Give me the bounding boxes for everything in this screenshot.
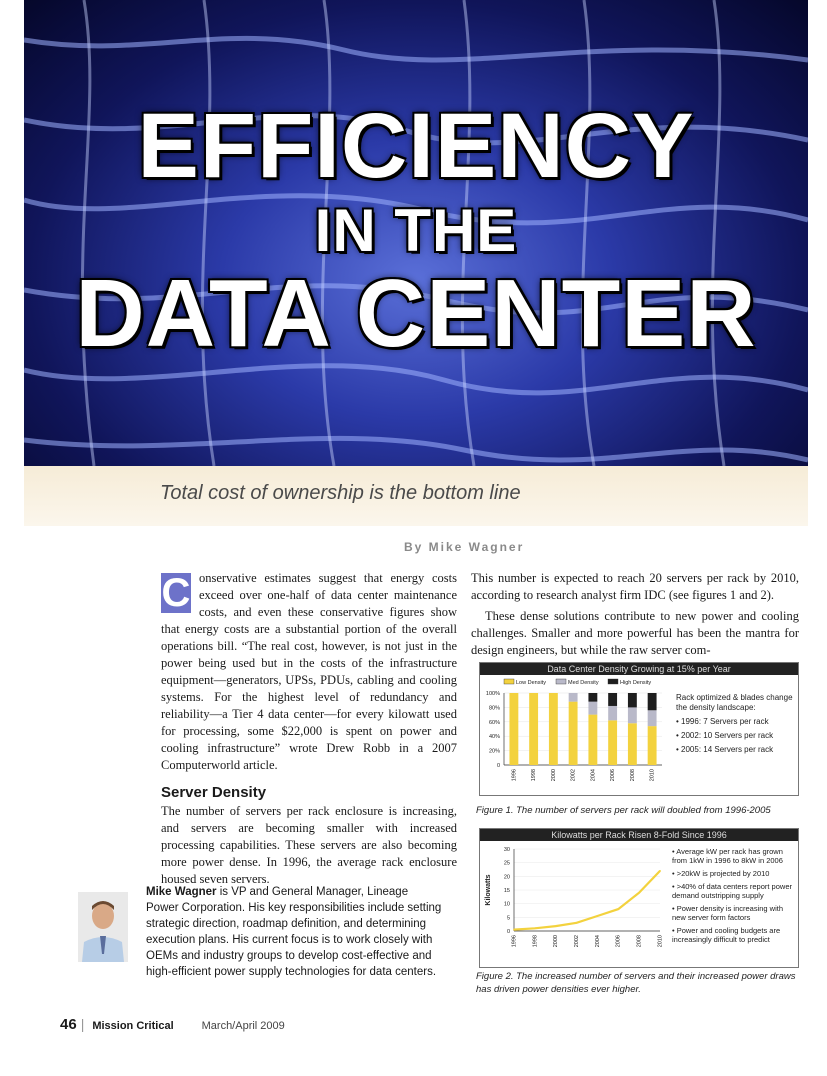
bar-2010-2 (648, 693, 657, 710)
byline: By Mike Wagner (404, 540, 525, 554)
author-bio (146, 884, 442, 980)
figure-2-bullet-4: • Power and cooling budgets are increasingly difficult to predict (672, 926, 781, 944)
article-column-2 (471, 570, 799, 663)
kw-point-2000 (555, 925, 557, 927)
bar-2008-2 (628, 693, 637, 707)
author-photo (78, 892, 128, 962)
page-footer (60, 1016, 285, 1034)
paragraph-continued: This number is expected to reach 20 servers per rack by 2010, according to research analyst firm IDC (see figures 1 and 2). (471, 571, 799, 602)
x-tick-2004: 2004 (590, 769, 597, 782)
y-tick-1: 20% (488, 748, 500, 755)
x-tick-1996: 1996 (511, 935, 518, 948)
y-tick-3: 15 (503, 888, 510, 894)
x-tick-2006: 2006 (610, 769, 617, 782)
x-tick-2010: 2010 (649, 769, 656, 782)
page-number: 46 (60, 1016, 77, 1033)
y-tick-3: 60% (488, 719, 500, 726)
article-subtitle: Total cost of ownership is the bottom line (160, 482, 521, 504)
figure-2-caption: Figure 2. The increased number of servers and their increased power draws has driven power densities ever higher. (476, 971, 796, 995)
bar-2006-1 (608, 706, 617, 720)
x-tick-1996: 1996 (511, 769, 518, 782)
figure-1-bullet-list (676, 717, 794, 755)
x-tick-2002: 2002 (574, 935, 581, 948)
bar-2006-0 (608, 720, 617, 765)
legend-swatch-0 (504, 679, 514, 684)
title-line-1: EFFICIENCY (137, 95, 695, 197)
legend-label-1: Med Density (568, 680, 599, 686)
legend-label-2: High Density (620, 680, 652, 686)
kw-point-1998 (534, 927, 536, 929)
x-tick-2008: 2008 (629, 769, 636, 782)
drop-cap: C (161, 571, 191, 615)
figure-1-header: Data Center Density Growing at 15% per Year (480, 663, 798, 675)
y-tick-0: 0 (506, 929, 510, 935)
bar-2008-1 (628, 707, 637, 723)
title-line-2: IN THE (314, 197, 518, 264)
bar-1996-0 (509, 693, 518, 765)
paragraph-server-density: The number of servers per rack enclosure is increasing, and servers are becoming smaller with increased processing capabilities. These servers are also becoming more power dense. In 1996, the average rack enclosure housed seven servers. (161, 804, 457, 886)
kw-point-2008 (638, 892, 640, 894)
bar-2002-0 (569, 702, 578, 765)
author-bio-text: is VP and General Manager, Lineage Power Corporation. His key responsibilities include setting strategic direction, roadmap definition, and determining execution plans. His current focus is to work closely with OEMs and industry groups to develop cost-effective and high-efficient power supply technologies for data centers. (146, 886, 442, 978)
figure-2-bullet-0: • Average kW per rack has grown from 1kW in 1996 to 8kW in 2006 (672, 847, 783, 865)
figure-2-header: Kilowatts per Rack Risen 8-Fold Since 1996 (480, 829, 798, 841)
magazine-name: Mission Critical (92, 1020, 174, 1032)
article-column-1 (161, 570, 457, 892)
kw-point-2006 (617, 908, 619, 910)
footer-separator: | (80, 1016, 85, 1032)
paragraph-challenges: These dense solutions contribute to new power and cooling challenges. Smaller and more powerful has been the mantra for design engineers, but while the raw server com- (471, 609, 799, 657)
figure-1-bullet-1: • 2002: 10 Servers per rack (676, 731, 774, 740)
bar-2010-0 (648, 726, 657, 765)
bar-1998-0 (529, 693, 538, 765)
y-tick-6: 30 (503, 847, 510, 853)
x-tick-1998: 1998 (532, 935, 539, 948)
x-tick-2008: 2008 (636, 935, 643, 948)
y-tick-1: 5 (506, 915, 510, 922)
legend-label-0: Low Density (516, 680, 546, 686)
x-tick-2000: 2000 (550, 769, 557, 782)
kw-series-line (514, 871, 660, 930)
figure-2-bullet-2: • >40% of data centers report power demand outstripping supply (672, 882, 792, 900)
figure-1-notes (676, 693, 794, 759)
x-tick-2004: 2004 (594, 935, 601, 948)
bar-2006-2 (608, 693, 617, 706)
author-name: Mike Wagner (146, 886, 217, 898)
figure-2 (479, 828, 799, 968)
bar-2000-0 (549, 693, 558, 765)
figure-1 (479, 662, 799, 796)
section-heading: Server Density (161, 784, 267, 801)
figure-1-bullet-2: • 2005: 14 Servers per rack (676, 745, 774, 754)
author-portrait (78, 892, 128, 962)
kw-point-2010 (659, 870, 661, 872)
kw-point-2002 (576, 922, 578, 924)
subtitle-band (24, 466, 808, 526)
x-tick-1998: 1998 (531, 769, 538, 782)
y-tick-2: 10 (503, 901, 510, 908)
bar-2002-1 (569, 693, 578, 702)
figure-1-bullet-0: • 1996: 7 Servers per rack (676, 717, 769, 726)
bar-2004-2 (588, 693, 597, 702)
bar-2008-0 (628, 723, 637, 765)
x-tick-2006: 2006 (615, 935, 622, 948)
y-tick-4: 20 (503, 874, 510, 881)
y-tick-5: 100% (485, 691, 500, 697)
kw-point-2004 (597, 915, 599, 917)
legend-swatch-1 (556, 679, 566, 684)
legend-swatch-2 (608, 679, 618, 684)
y-tick-2: 40% (488, 734, 500, 741)
x-tick-2000: 2000 (553, 935, 560, 948)
y-tick-4: 80% (488, 705, 500, 712)
x-tick-2010: 2010 (657, 935, 664, 948)
kw-point-1996 (513, 929, 515, 931)
hero-image (24, 0, 808, 466)
paragraph-intro: onservative estimates suggest that energy costs exceed over one-half of data center maintenance costs, and even these conservative figures show that energy costs are a substantial portion of the overall operations bill. “The real cost, however, is not just in the power being used but in the costs of the infrastructure equipment—generators, UPSs, PDUs, cabling and cooling systems. For the highest level of redundancy and reliability—a Tier 4 data center—for every kilowatt used for processing, some $22,000 is spent on power and cooling infrastructure” wrote Drew Robb in a 2007 Computerworld article. (161, 571, 457, 772)
y-axis-label: Kilowatts (485, 874, 492, 906)
figure-2-bullet-1: • >20kW is projected by 2010 (672, 869, 770, 878)
bar-2004-1 (588, 702, 597, 715)
issue-date: March/April 2009 (201, 1020, 285, 1032)
bar-2004-0 (588, 715, 597, 765)
figure-1-caption: Figure 1. The number of servers per rack will doubled from 1996-2005 (476, 805, 771, 816)
figure-2-bullet-list (672, 847, 794, 948)
title-line-3: DATA CENTER (75, 260, 757, 367)
y-tick-5: 25 (503, 860, 510, 867)
x-tick-2002: 2002 (570, 769, 577, 782)
figure-1-side-title: Rack optimized & blades change the density landscape: (676, 693, 793, 712)
bar-2010-1 (648, 710, 657, 726)
y-tick-0: 0 (496, 763, 500, 769)
figure-2-bullet-3: • Power density is increasing with new server form factors (672, 904, 784, 922)
